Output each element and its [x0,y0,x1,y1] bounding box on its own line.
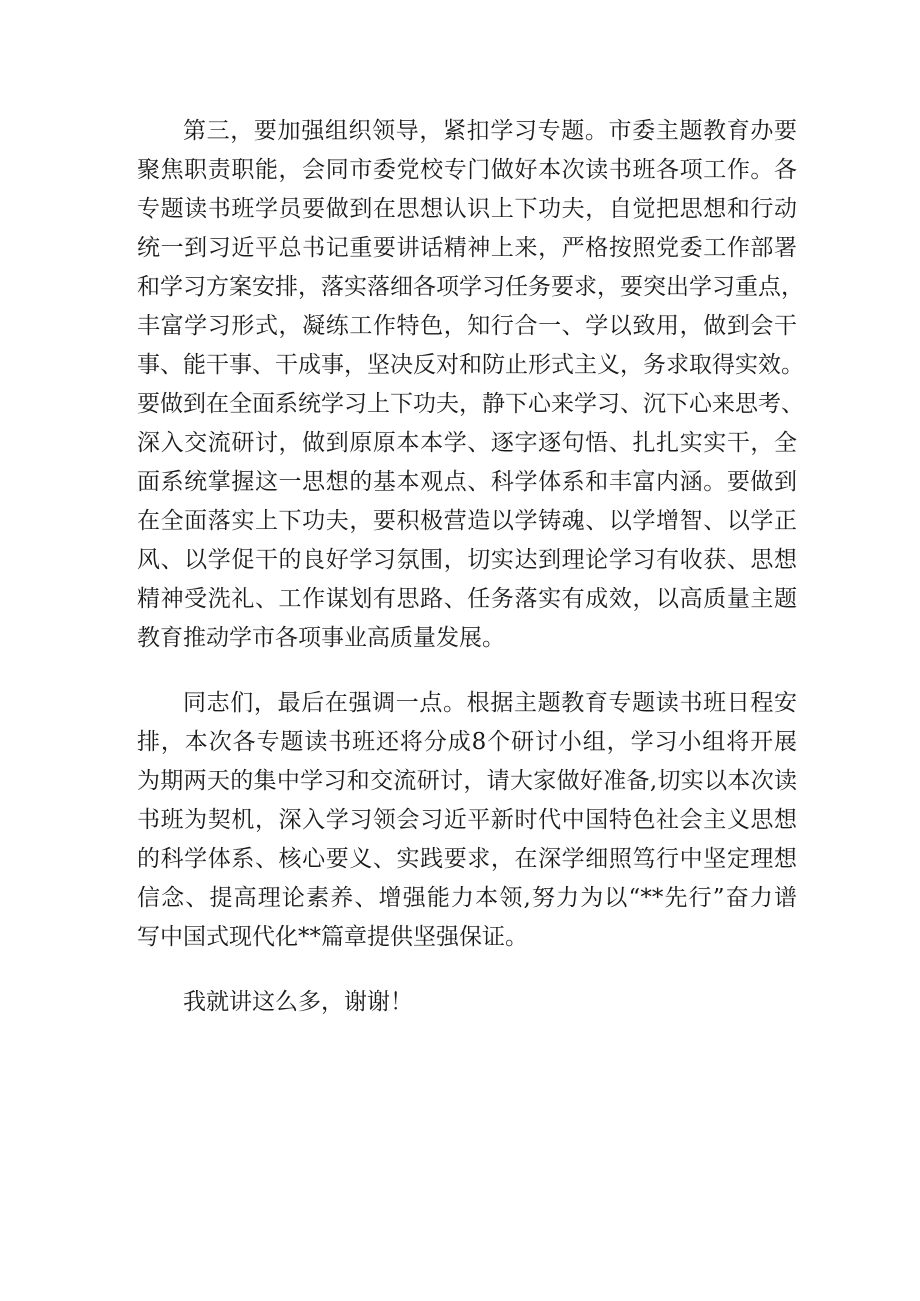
text-line: 精神受洗礼、工作谋划有思路、任务落实有成效，以高质量主题 [137,586,797,612]
text-line: 在全面落实上下功夫，要积极营造以学铸魂、以学增智、以学正 [137,508,797,534]
paragraph-closing [137,983,797,1022]
text-line: 排，本次各专题读书班还将分成8个研讨小组，学习小组将开展 [137,729,797,755]
paragraph-spacer [137,957,797,983]
text-line: 教育推动学市各项事业高质量发展。 [137,625,505,651]
text-line: 书班为契机，深入学习领会习近平新时代中国特色社会主义思想 [137,807,797,833]
text-line: 面系统掌握这一思想的基本观点、科学体系和丰富内涵。要做到 [137,469,797,495]
text-line: 丰富学习形式，凝练工作特色，知行合一、学以致用，做到会干 [137,313,797,339]
paragraph-final-emphasis [137,684,797,957]
text-line: 要做到在全面系统学习上下功夫，静下心来学习、沉下心来思考、 [137,391,804,417]
text-line: 事、能干事、干成事，坚决反对和防止形式主义，务求取得实效。 [137,352,804,378]
paragraph-spacer [137,658,797,684]
text-line: 写中国式现代化**篇章提供坚强保证。 [137,924,528,950]
text-line: 为期两天的集中学习和交流研讨，请大家做好准备,切实以本次读 [137,768,797,794]
text-line: 风、以学促干的良好学习氛围，切实达到理论学习有收获、思想 [137,547,797,573]
text-line: 信念、提高理论素养、增强能力本领,努力为以“**先行”奋力谱 [137,885,797,911]
text-line: 第三，要加强组织领导，紧扣学习专题。市委主题教育办要 [183,118,797,144]
text-line: 统一到习近平总书记重要讲话精神上来，严格按照党委工作部署 [137,235,797,261]
document-body [137,112,804,1022]
text-line: 的科学体系、核心要义、实践要求，在深学细照笃行中坚定理想 [137,846,797,872]
text-line: 深入交流研讨，做到原原本本学、逐字逐句悟、扎扎实实干，全 [137,430,797,456]
text-line: 聚焦职责职能，会同市委党校专门做好本次读书班各项工作。各 [137,157,797,183]
text-line: 专题读书班学员要做到在思想认识上下功夫，自觉把思想和行动 [137,196,797,222]
text-line: 同志们，最后在强调一点。根据主题教育专题读书班日程安 [183,690,797,716]
paragraph-third-point [137,112,804,658]
closing-line: 我就讲这么多，谢谢！ [183,989,413,1015]
text-line: 和学习方案安排，落实落细各项学习任务要求，要突出学习重点， [137,274,804,300]
